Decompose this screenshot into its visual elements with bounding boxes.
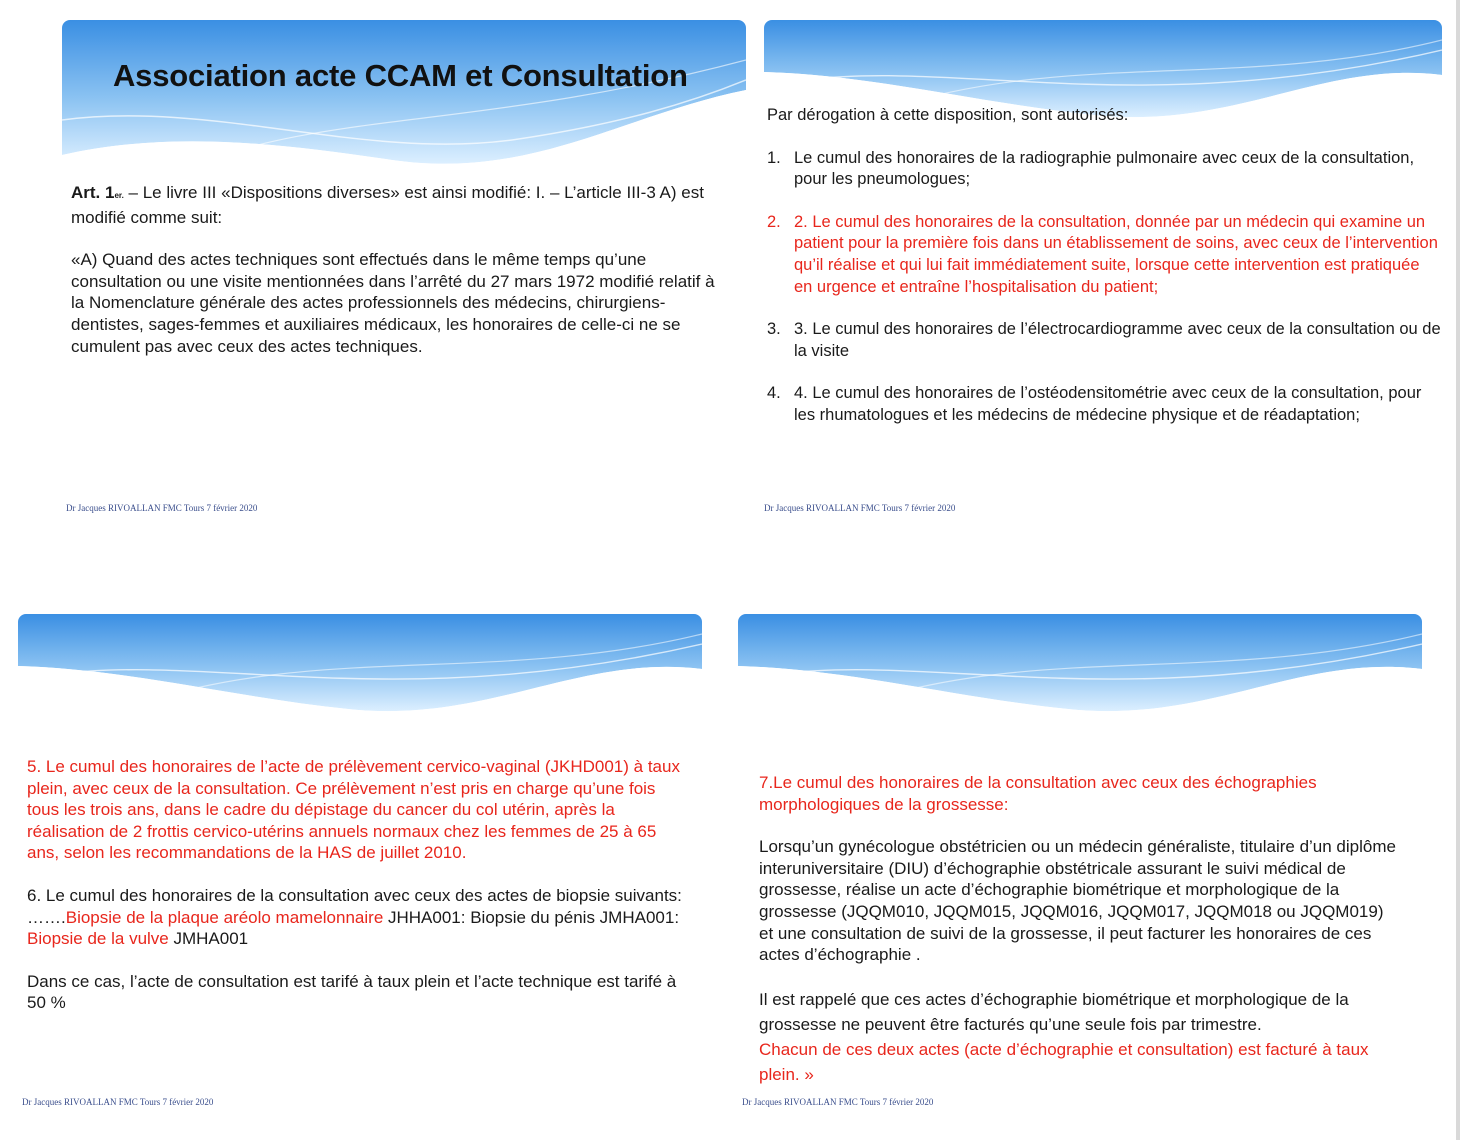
derogation-list [767, 105, 1442, 427]
biopsy-areola: Biopsie de la plaque aréolo mamelonnaire [65, 907, 384, 927]
article-label: Art. 1 [71, 183, 115, 202]
slide-2 [764, 20, 1442, 540]
list-item-text: 4. Le cumul des honoraires de l’ostéodensitométrie avec ceux de la consultation, pour les rhumatologues et les médecins de médecine physique et de réadaptation; [794, 384, 1422, 424]
slide-4-body [759, 772, 1399, 1087]
echography-paragraph: Lorsqu’un gynécologue obstétricien ou un médecin généraliste, titulaire d’un diplôme interuniversitaire (DIU) d’échographie obstétricale assurant le suivi médical de grossesse, réalise un acte d’échographie biométrique et morphologique de la grossesse (JQQM010, JQQM015, JQQM016, JQQM017, JQQM018 ou JQQM019) et une consultation de suivi de la grossesse, il peut facturer les honoraires de ces actes d’échographie . [759, 837, 1396, 965]
list-item [767, 319, 1442, 362]
list-item [767, 148, 1442, 191]
article-label-superscript: er. [114, 191, 124, 200]
slide-banner [62, 20, 746, 180]
biopsy-vulva: Biopsie de la vulve [27, 929, 169, 949]
slide-banner [738, 614, 1422, 724]
slide-3-body [27, 756, 692, 1014]
article-intro-text: – Le livre III «Dispositions diverses» est ainsi modifié: I. – L’article III-3 A) est modifié comme suit: [71, 183, 704, 227]
trimester-note: Il est rappelé que ces actes d’échographie biométrique et morphologique de la grossesse ne peuvent être facturés qu’une seule fois par trimestre. [759, 989, 1349, 1034]
slide-footer: Dr Jacques RIVOALLAN FMC Tours 7 février 2020 [764, 503, 956, 513]
list-item-text: 3. Le cumul des honoraires de l’électrocardiogramme avec ceux de la consultation ou de la visite [794, 320, 1441, 360]
slide-1 [62, 20, 746, 540]
slide-footer: Dr Jacques RIVOALLAN FMC Tours 7 février 2020 [742, 1097, 934, 1107]
item-6: 6. Le cumul des honoraires de la consultation avec ceux des actes de biopsie suivants: …….Biopsie de la plaque aréolo mamelonnaire JHHA001: Biopsie du pénis JMHA001: Biopsie de la vulve JMHA001 [27, 885, 682, 949]
list-item-text: Le cumul des honoraires de la radiographie pulmonaire avec ceux de la consultation, pour les pneumologues; [794, 148, 1415, 189]
article-quote: «A) Quand des actes techniques sont effectués dans le même temps qu’une consultation ou une visite mentionnées dans l’arrêté du 27 mars 1972 modifié relatif à la Nomenclature générale des actes professionnels des médecins, chirurgiens-dentistes, sages-femmes et auxiliaires médicaux, les honoraires de celle-ci ne se cumulent pas avec ceux des actes techniques. [71, 250, 715, 356]
item-5: 5. Le cumul des honoraires de l’acte de prélèvement cervico-vaginal (JKHD001) à taux plein, avec ceux de la consultation. Ce prélèvement n’est pris en charge qu’une fois tous les trois ans, dans le cadre du dépistage du cancer du col utérin, après la réalisation de 2 frottis cervico-utérins annuels normaux chez les femmes de 25 à 65 ans, selon les recommandations de la HAS de juillet 2010. [27, 757, 680, 863]
derogation-intro: Par dérogation à cette disposition, sont autorisés: [767, 106, 1129, 124]
list-item [767, 383, 1442, 426]
item-7: 7.Le cumul des honoraires de la consultation avec ceux des échographies morphologiques de la grossesse: [759, 773, 1317, 814]
list-item-number: 4. [767, 384, 781, 403]
list-item-number: 2. [767, 212, 781, 231]
slide-4 [738, 614, 1422, 1114]
list-item-text: 2. Le cumul des honoraires de la consultation, donnée par un médecin qui examine un patient pour la première fois dans un établissement de soins, avec ceux de l’intervention qu’il réalise et qui lui fait immédiatement suite, lorsque cette intervention est pratiquée en urgence et entraîne l’hospitalisation du patient; [794, 212, 1438, 296]
list-item [767, 212, 1442, 298]
slide-title: Association acte CCAM et Consultation [113, 58, 688, 93]
tariff-note: Dans ce cas, l’acte de consultation est tarifé à taux plein et l’acte technique est tarifé à 50 % [27, 971, 677, 1013]
list-item-number: 3. [767, 320, 781, 339]
article-intro [71, 182, 721, 357]
slide-banner [18, 614, 702, 724]
slide-3 [18, 614, 702, 1114]
slide-footer: Dr Jacques RIVOALLAN FMC Tours 7 février 2020 [22, 1097, 214, 1107]
window-edge [1456, 0, 1460, 1140]
slide-footer: Dr Jacques RIVOALLAN FMC Tours 7 février 2020 [66, 503, 258, 513]
full-rate-note: Chacun de ces deux actes (acte d’échographie et consultation) est facturé à taux plein. » [759, 1039, 1369, 1084]
list-item-number: 1. [767, 148, 781, 167]
